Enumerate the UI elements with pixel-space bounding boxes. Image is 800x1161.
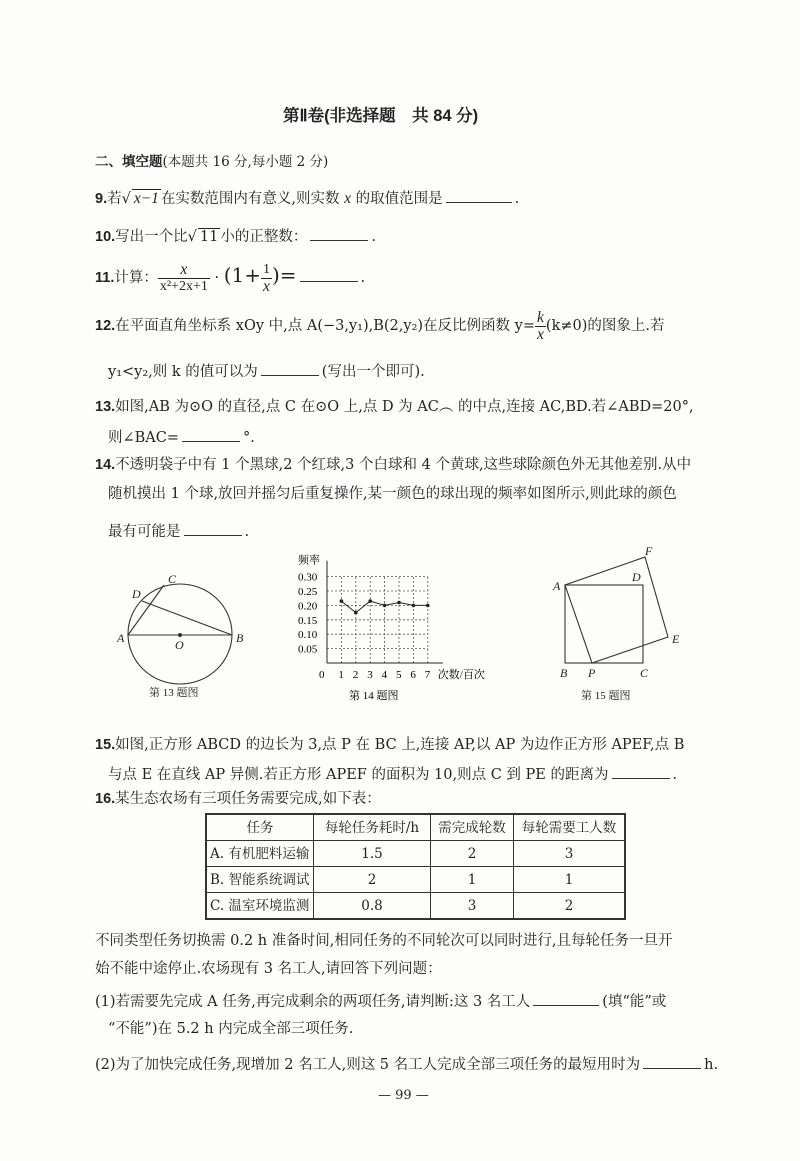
text: 在平面直角坐标系 xOy 中,点 A(−3,y₁),B(2,y₂)在反比例函数 y=	[115, 318, 536, 334]
cell: 1	[431, 867, 514, 893]
text: .	[371, 229, 376, 245]
header-cell: 需完成轮数	[431, 814, 514, 841]
data-point	[368, 599, 372, 603]
denominator: x	[263, 277, 270, 295]
text: (1+	[223, 263, 261, 287]
q-num: 14.	[95, 457, 116, 473]
answer-blank[interactable]	[533, 990, 599, 1006]
q-num: 12.	[95, 318, 116, 334]
header-cell: 任务	[206, 814, 314, 841]
label-o: O	[175, 638, 184, 652]
text: (2)为了加快完成任务,现增加 2 名工人,则这 5 名工人完成全部三项任务的最短用时为	[95, 1057, 641, 1073]
chart-caption: 第 14 题图	[349, 690, 399, 702]
cell: 2	[314, 867, 431, 893]
text: 如图,AB 为⊙O 的直径,点 C 在⊙O 上,点 D 为 AC︵ 的中点,连接 AC,BD.若∠ABD=20°,	[115, 399, 694, 415]
answer-blank[interactable]	[612, 763, 670, 779]
question-15-line2	[108, 763, 677, 785]
cell: B. 智能系统调试	[206, 867, 314, 893]
x-tick-label: 6	[410, 669, 416, 681]
q-num: 13.	[95, 399, 116, 415]
data-point	[354, 611, 358, 615]
header-cell: 每轮任务耗时/h	[314, 814, 431, 841]
question-13	[95, 397, 694, 417]
figure-13	[110, 565, 250, 700]
data-point	[412, 604, 416, 608]
question-12	[95, 308, 665, 344]
square-abcd	[565, 585, 643, 663]
text: .	[672, 767, 678, 783]
cell: 1	[514, 867, 626, 893]
cell: 2	[514, 893, 626, 920]
label-d: D	[132, 587, 141, 601]
section-heading	[95, 152, 328, 172]
y-tick-label: 0.20	[298, 600, 318, 613]
chord-db	[142, 601, 232, 635]
answer-blank[interactable]	[300, 266, 358, 282]
answer-blank[interactable]	[310, 225, 368, 241]
numerator: x	[158, 262, 210, 279]
figure-15-caption: 第 15 题图	[581, 690, 631, 702]
text: 计算：	[114, 270, 158, 286]
label-c: C	[640, 666, 649, 680]
text: °.	[243, 430, 255, 446]
question-16	[95, 789, 381, 809]
question-12-line2	[108, 360, 425, 382]
text: (填“能”或	[602, 994, 667, 1010]
cell: 1.5	[314, 841, 431, 867]
x-tick-label: 4	[381, 669, 388, 681]
text: 不透明袋子中有 1 个黑球,2 个红球,3 个白球和 4 个黄球,这些球除颜色外无其他差别.从中	[115, 457, 692, 473]
square-apef	[565, 557, 668, 663]
table-row	[206, 867, 625, 893]
q-num: 10.	[95, 229, 116, 245]
text: 如图,正方形 ABCD 的边长为 3,点 P 在 BC 上,连接 AP,以 AP 为边作正方形 APEF,点 B	[115, 737, 685, 753]
fraction	[535, 310, 546, 343]
question-9: 9.若√ x−1 在实数范围内有意义,则实数 x 的取值范围是 .	[95, 187, 519, 209]
y-tick-label: 0.05	[298, 643, 318, 656]
data-point	[383, 604, 387, 608]
label-f: F	[645, 545, 653, 558]
y-tick-label: 0.25	[298, 586, 318, 598]
text: )=	[271, 263, 297, 287]
question-15	[95, 735, 684, 755]
x-tick-label: 2	[352, 669, 359, 681]
text: (写出一个即可).	[321, 364, 425, 380]
table-row	[206, 893, 625, 920]
text: 小的正整数：	[220, 229, 308, 245]
label-p: P	[588, 666, 596, 680]
x-axis-label: 次数/百次	[437, 669, 485, 681]
answer-blank[interactable]	[184, 520, 242, 536]
text: .	[360, 270, 366, 286]
q16-part-2	[95, 1053, 718, 1075]
var: x	[344, 190, 352, 207]
paper-title: 第Ⅱ卷(非选择题 共 84 分)	[283, 107, 479, 125]
q-num: 9.	[95, 191, 108, 207]
table-row	[206, 841, 625, 867]
text: 最有可能是	[108, 524, 181, 540]
question-14	[95, 455, 691, 475]
question-10: 10.写出一个比√ 11 小的正整数： .	[95, 225, 376, 247]
q16-paragraph-2: 始不能中途停止.农场现有 3 名工人,请回答下列问题：	[95, 961, 442, 977]
data-point	[397, 601, 401, 605]
text: 在实数范围内有意义,则实数	[160, 191, 340, 207]
cell: 0.8	[314, 893, 431, 920]
text: 则∠BAC=	[108, 430, 180, 446]
q16-paragraph-1: 不同类型任务切换需 0.2 h 准备时间,相同任务的不同轮次可以同时进行,且每轮任务一旦开	[95, 933, 673, 949]
fraction	[261, 262, 272, 295]
page-number: — 99 —	[378, 1088, 429, 1103]
fraction	[158, 262, 210, 295]
y-tick-label: 0.15	[298, 614, 318, 627]
text: 若	[107, 191, 122, 207]
q16-part-1	[95, 990, 666, 1012]
answer-blank[interactable]	[182, 426, 240, 442]
q-num: 15.	[95, 737, 116, 753]
text: 某生态农场有三项任务需要完成,如下表：	[115, 791, 381, 807]
label-b: B	[560, 666, 568, 680]
y-tick-label: 0.10	[298, 629, 318, 642]
question-11	[95, 256, 365, 297]
question-14-line2: 随机摸出 1 个球,放回并摇匀后重复操作,某一颜色的球出现的频率如图所示,则此球的颜色	[108, 486, 677, 502]
task-table	[205, 813, 626, 920]
data-point	[426, 604, 430, 608]
answer-blank[interactable]	[446, 187, 512, 203]
label-e: E	[672, 632, 680, 646]
x-tick-label: 1	[338, 669, 344, 681]
label-a: A	[553, 579, 561, 593]
radicand: 11	[199, 229, 219, 245]
q-num: 16.	[95, 791, 116, 807]
cell: C. 温室环境监测	[206, 893, 314, 920]
numerator: 1	[262, 261, 270, 277]
text: 写出一个比	[115, 229, 188, 245]
numerator: k	[537, 308, 544, 326]
data-point	[340, 599, 344, 603]
figure-14-chart	[290, 548, 520, 703]
table-header-row	[206, 814, 625, 841]
question-14-line3	[108, 520, 249, 542]
text: (1)若需要先完成 A 任务,再完成剩余的两项任务,请判断:这 3 名工人	[95, 994, 531, 1010]
x-tick-label: 0	[319, 669, 325, 681]
x-tick-label: 7	[424, 669, 431, 681]
y-tick-label: 0.30	[298, 571, 318, 584]
text: h.	[704, 1057, 719, 1073]
label-c: C	[168, 572, 177, 586]
q16-part-1-line2: “不能”)在 5.2 h 内完成全部三项任务.	[108, 1021, 354, 1037]
answer-blank[interactable]	[261, 360, 319, 376]
section-label: 二、填空题	[95, 154, 163, 170]
denominator: x²+2x+1	[159, 278, 208, 294]
denominator: x	[537, 325, 544, 343]
answer-blank[interactable]	[643, 1053, 701, 1069]
center-point	[179, 634, 182, 637]
x-tick-label: 3	[367, 669, 373, 681]
text: (k≠0)的图象上.若	[545, 318, 665, 334]
x-tick-label: 5	[396, 669, 402, 681]
cell: A. 有机肥料运输	[206, 841, 314, 867]
text: .	[514, 191, 520, 207]
cell: 3	[431, 893, 514, 920]
cell: 2	[431, 841, 514, 867]
q-num: 11.	[95, 270, 115, 286]
text: .	[244, 524, 250, 540]
cell: 3	[514, 841, 626, 867]
label-b: B	[236, 631, 244, 645]
text: 与点 E 在直线 AP 异侧.若正方形 APEF 的面积为 10,则点 C 到 PE 的距离为	[108, 767, 609, 783]
y-axis-label: 频率	[298, 554, 320, 567]
question-13-line2	[108, 426, 255, 448]
figure-15	[540, 545, 690, 705]
radicand: x−1	[133, 190, 159, 207]
text: ·	[214, 270, 220, 286]
section-note: (本题共 16 分,每小题 2 分)	[162, 154, 329, 170]
label-d: D	[632, 570, 641, 584]
label-a: A	[117, 631, 125, 645]
figure-13-caption: 第 13 题图	[149, 687, 199, 699]
header-cell: 每轮需要工人数	[514, 814, 626, 841]
text: y₁<y₂,则 k 的值可以为	[108, 364, 258, 380]
text: 的取值范围是	[355, 191, 443, 207]
